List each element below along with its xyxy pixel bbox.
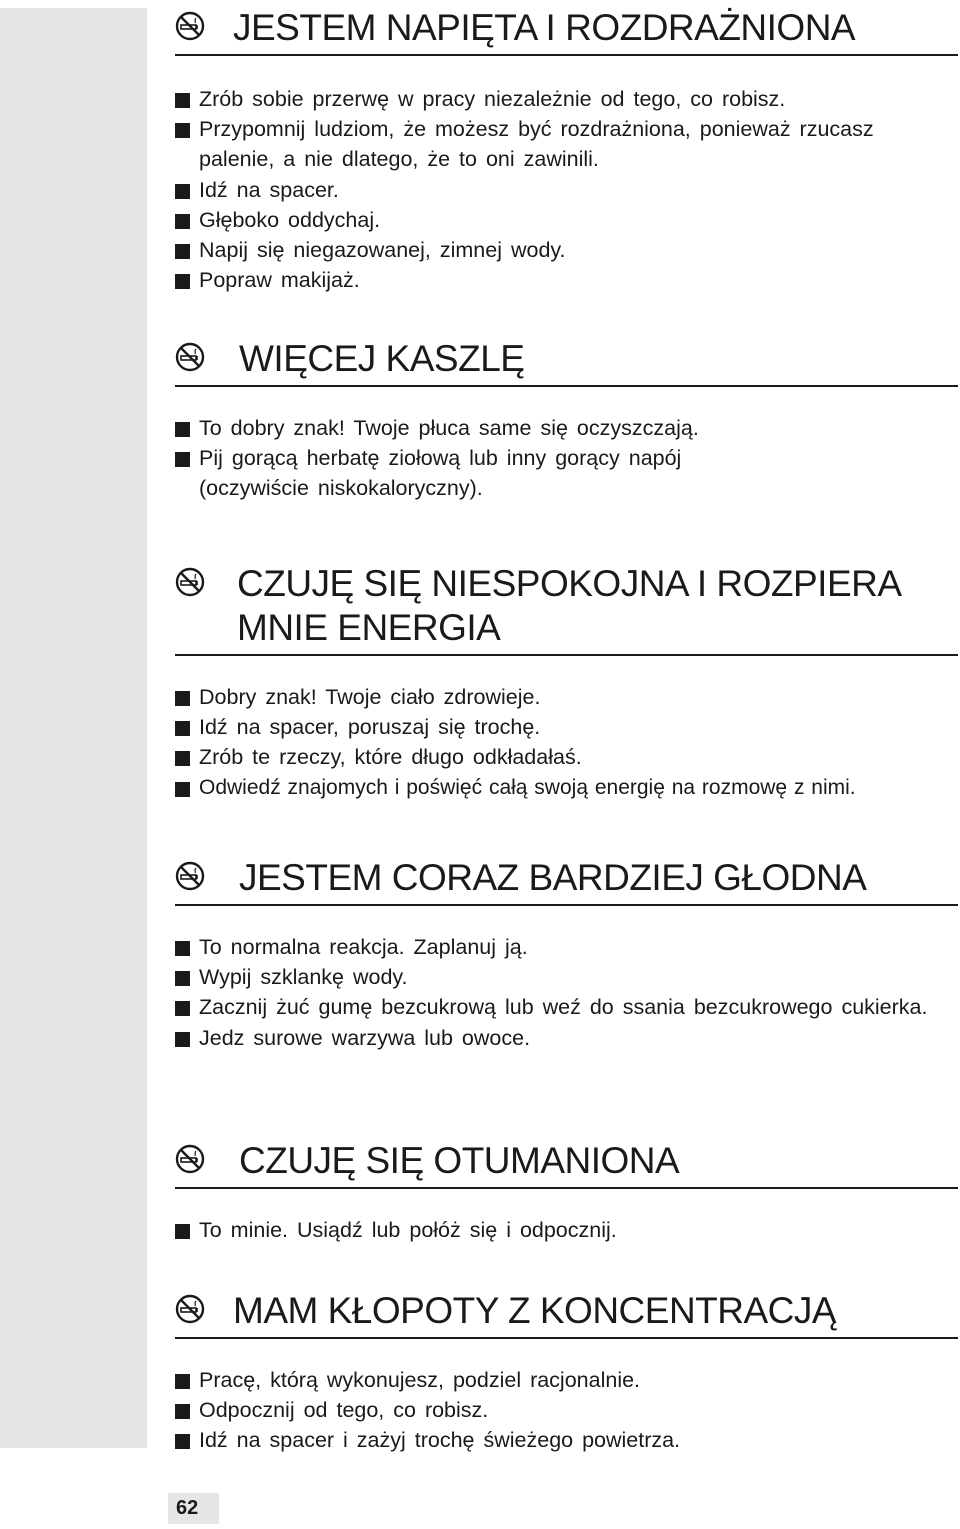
no-smoking-icon	[175, 11, 205, 41]
section-title: MAM KŁOPOTY Z KONCENTRACJĄ	[233, 1290, 837, 1331]
list-item: Idź na spacer.	[175, 175, 958, 205]
no-smoking-icon	[175, 342, 205, 372]
side-bar	[0, 8, 147, 1448]
section-title: WIĘCEJ KASZLĘ	[239, 338, 525, 379]
page-number: 62	[168, 1493, 219, 1524]
list-item: Przypomnij ludziom, że możesz być rozdrażniona, ponieważ rzucasz palenie, a nie dlatego, że to oni zawinili.	[175, 114, 958, 174]
section-title: JESTEM CORAZ BARDZIEJ GŁODNA	[239, 857, 867, 898]
tip-list	[175, 682, 958, 803]
list-item: Napij się niegazowanej, zimnej wody.	[175, 235, 958, 265]
list-item: Pij gorącą herbatę ziołową lub inny gorący napój (oczywiście niskokaloryczny).	[175, 443, 958, 503]
list-item: Głęboko oddychaj.	[175, 205, 958, 235]
tip-list	[175, 1365, 958, 1456]
list-item: Jedz surowe warzywa lub owoce.	[175, 1023, 958, 1053]
list-item: Pracę, którą wykonujesz, podziel racjonalnie.	[175, 1365, 958, 1395]
section-title: CZUJĘ SIĘ OTUMANIONA	[239, 1140, 680, 1181]
tip-list	[175, 932, 958, 1053]
tip-list	[175, 413, 958, 504]
list-item: Dobry znak! Twoje ciało zdrowieje.	[175, 682, 958, 712]
section-concentration	[175, 1289, 958, 1456]
list-item: Zacznij żuć gumę bezcukrową lub weź do ssania bezcukrowego cukierka.	[175, 992, 958, 1022]
no-smoking-icon	[175, 1144, 205, 1174]
list-item: To dobry znak! Twoje płuca same się oczyszczają.	[175, 413, 958, 443]
section-heading	[175, 6, 958, 56]
list-item: To minie. Usiądź lub połóż się i odpocznij.	[175, 1215, 958, 1245]
list-item: Wypij szklankę wody.	[175, 962, 958, 992]
section-heading	[175, 337, 958, 387]
list-item: Popraw makijaż.	[175, 265, 958, 295]
list-item: Zrób te rzeczy, które długo odkładałaś.	[175, 742, 958, 772]
tip-list	[175, 84, 958, 295]
no-smoking-icon	[175, 567, 205, 597]
section-heading	[175, 562, 958, 656]
no-smoking-icon	[175, 861, 205, 891]
no-smoking-icon	[175, 1294, 205, 1324]
section-restless	[175, 562, 958, 803]
list-item: Idź na spacer, poruszaj się trochę.	[175, 712, 958, 742]
section-heading	[175, 1289, 958, 1339]
section-title: JESTEM NAPIĘTA I ROZDRAŻNIONA	[233, 7, 856, 48]
list-item: Odpocznij od tego, co robisz.	[175, 1395, 958, 1425]
section-irritated	[175, 6, 958, 295]
list-item: Odwiedź znajomych i poświęć całą swoją energię na rozmowę z nimi.	[175, 773, 958, 803]
list-item: To normalna reakcja. Zaplanuj ją.	[175, 932, 958, 962]
section-title	[237, 562, 902, 650]
section-cough	[175, 337, 958, 504]
section-title-line: CZUJĘ SIĘ NIESPOKOJNA I ROZPIERA	[237, 563, 902, 604]
section-title-line: MNIE ENERGIA	[237, 607, 501, 648]
section-dizzy	[175, 1139, 958, 1245]
section-heading	[175, 1139, 958, 1189]
section-heading	[175, 856, 958, 906]
section-hungry	[175, 856, 958, 1053]
list-item: Idź na spacer i zażyj trochę świeżego powietrza.	[175, 1425, 958, 1455]
tip-list	[175, 1215, 958, 1245]
list-item: Zrób sobie przerwę w pracy niezależnie od tego, co robisz.	[175, 84, 958, 114]
